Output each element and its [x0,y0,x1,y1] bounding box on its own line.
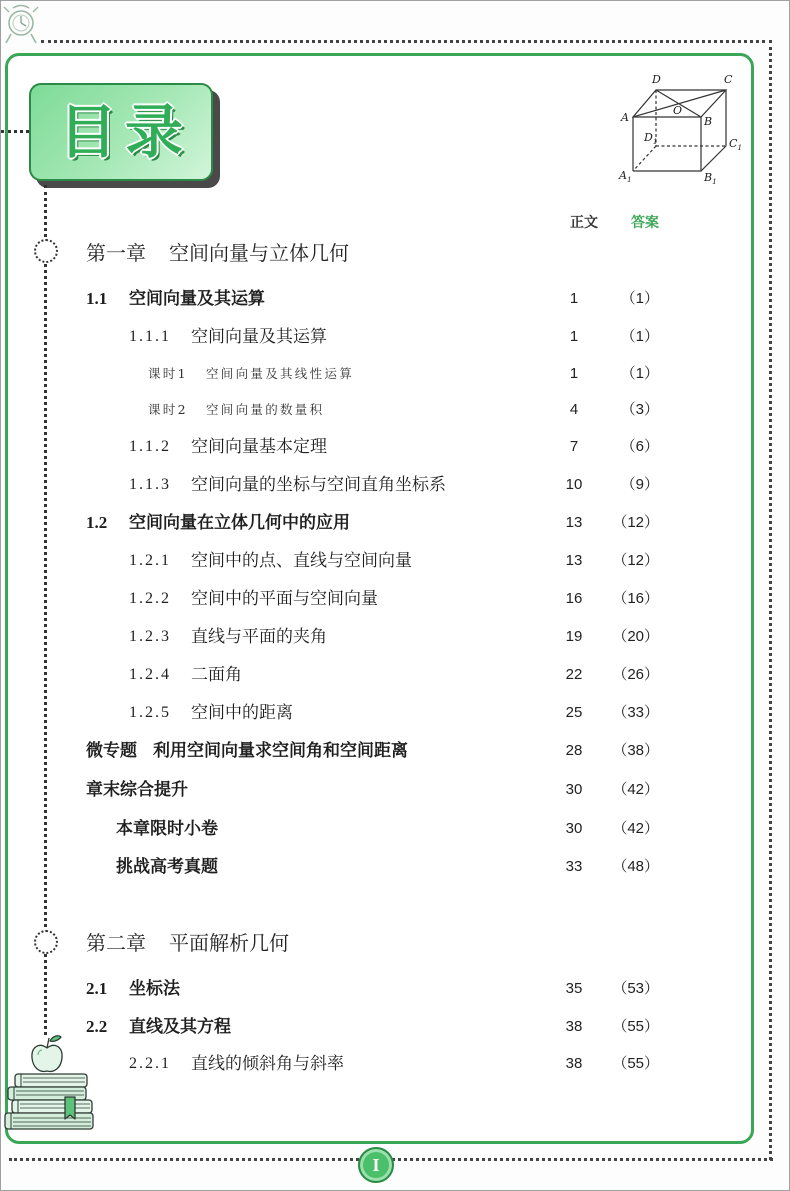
entry-number: 1.2 [86,513,108,532]
vertex-label-c: C [724,73,733,86]
vertex-label-b: B [704,115,713,128]
entry-title: 空间向量基本定理 [191,437,327,457]
dotted-timeline [44,185,47,1035]
entry-title: 空间向量的数量积 [206,402,325,417]
vertex-label-a: A [621,111,629,124]
toc-entry [1,978,790,1000]
toc-entry [1,740,790,762]
entry-page: 7 [569,438,579,455]
entry-title: 坐标法 [129,979,180,999]
entry-title: 二面角 [191,665,242,685]
entry-title: 直线的倾斜角与斜率 [191,1054,344,1074]
entry-answer-page: （33） [612,704,659,721]
entry-answer-page: （12） [612,552,659,569]
toc-entry [1,288,790,310]
page-number: I [372,1155,380,1175]
toc-entry [1,626,790,648]
entry-page: 1 [569,290,579,307]
entry-number: 课时1 [148,366,188,381]
text-page-header: 正文 [570,215,598,231]
entry-title: 利用空间向量求空间角和空间距离 [153,741,408,761]
chapter-number: 第一章 [86,241,146,265]
entry-number: 1.2.3 [129,628,171,645]
entry-page: 25 [565,704,583,721]
entry-answer-page: （42） [612,820,659,837]
chapter-title: 平面解析几何 [169,931,289,955]
entry-page: 16 [565,590,583,607]
chapter-heading [1,240,790,266]
vertex-label-d1: $D_1$ [644,131,658,146]
entry-title: 空间向量及其运算 [129,289,265,309]
entry-page: 19 [565,628,583,645]
entry-number: 1.1.3 [129,476,171,493]
entry-page: 35 [565,980,583,997]
toc-entry [1,363,790,385]
toc-entry [1,818,790,840]
toc-entry [1,1016,790,1038]
entry-page: 1 [569,328,579,345]
entry-title: 空间向量的坐标与空间直角坐标系 [191,475,446,495]
entry-title: 空间中的距离 [191,703,293,723]
entry-number: 2.1 [86,979,108,998]
entry-answer-page: （38） [612,742,659,759]
entry-page: 13 [565,552,583,569]
entry-number: 微专题 [86,741,137,761]
toc-entry [1,436,790,458]
toc-entry [1,399,790,421]
toc-entry [1,856,790,878]
answer-page-header: 答案 [631,215,659,231]
entry-number: 1.1 [86,289,108,308]
entry-answer-page: （16） [612,590,659,607]
entry-answer-page: （42） [612,781,659,798]
entry-answer-page: （20） [612,628,659,645]
entry-page: 38 [565,1018,583,1035]
vertex-label-a1: $A_1$ [619,169,632,184]
toc-entry [1,779,790,801]
page-number-badge [358,1147,394,1183]
entry-title: 直线与平面的夹角 [191,627,327,647]
entry-page: 30 [565,820,583,837]
entry-answer-page: （12） [612,514,659,531]
entry-title: 空间向量及其运算 [191,327,327,347]
chapter-title: 空间向量与立体几何 [169,241,349,265]
entry-page: 10 [565,476,583,493]
toc-entry [1,588,790,610]
toc-entry [1,512,790,534]
vertex-label-d: D [652,73,661,86]
entry-answer-page: （9） [620,476,659,493]
entry-answer-page: （1） [620,290,659,307]
entry-title: 章末综合提升 [86,780,188,800]
entry-answer-page: （6） [620,438,659,455]
apple-on-books-icon [1,1031,101,1139]
column-headers [1,212,790,234]
entry-answer-page: （48） [612,858,659,875]
entry-page: 22 [565,666,583,683]
entry-answer-page: （1） [620,328,659,345]
chapter-number: 第二章 [86,931,146,955]
page-title: 目录 [58,98,191,166]
toc-entry [1,1053,790,1075]
entry-title: 空间向量在立体几何中的应用 [129,513,350,533]
entry-page: 28 [565,742,583,759]
entry-answer-page: （3） [620,401,659,418]
entry-title: 直线及其方程 [129,1017,231,1037]
vertex-label-c1: $C_1$ [729,137,743,152]
cube-diagram [611,69,751,189]
entry-number: 2.2 [86,1017,108,1036]
entry-answer-page: （53） [612,980,659,997]
toc-entry [1,664,790,686]
entry-number: 1.1.2 [129,438,171,455]
vertex-label-b1: $B_1$ [704,171,717,186]
entry-page: 13 [565,514,583,531]
toc-entry [1,702,790,724]
entry-title: 挑战高考真题 [116,857,218,877]
entry-page: 4 [569,401,579,418]
entry-title: 本章限时小卷 [116,819,218,839]
entry-title: 空间中的点、直线与空间向量 [191,551,412,571]
center-label-o: O [673,104,683,117]
toc-entry [1,326,790,348]
entry-number: 1.2.4 [129,666,171,683]
entry-number: 1.2.5 [129,704,171,721]
dotted-frame-top [41,40,772,43]
entry-title: 空间中的平面与空间向量 [191,589,378,609]
entry-title: 空间向量及其线性运算 [206,366,355,381]
entry-answer-page: （1） [620,365,659,382]
entry-answer-page: （55） [612,1018,659,1035]
entry-answer-page: （26） [612,666,659,683]
entry-number: 1.2.2 [129,590,171,607]
entry-page: 1 [569,365,579,382]
title-leader-line [1,130,29,133]
toc-title-box [29,83,213,181]
entry-answer-page: （55） [612,1055,659,1072]
entry-number: 课时2 [148,402,188,417]
desk-clock-icon [1,1,43,49]
entry-number: 1.2.1 [129,552,171,569]
toc-entry [1,474,790,496]
entry-number: 2.2.1 [129,1055,171,1072]
entry-page: 33 [565,858,583,875]
toc-entry [1,550,790,572]
entry-page: 38 [565,1055,583,1072]
chapter-heading [1,930,790,956]
entry-number: 1.1.1 [129,328,171,345]
entry-page: 30 [565,781,583,798]
